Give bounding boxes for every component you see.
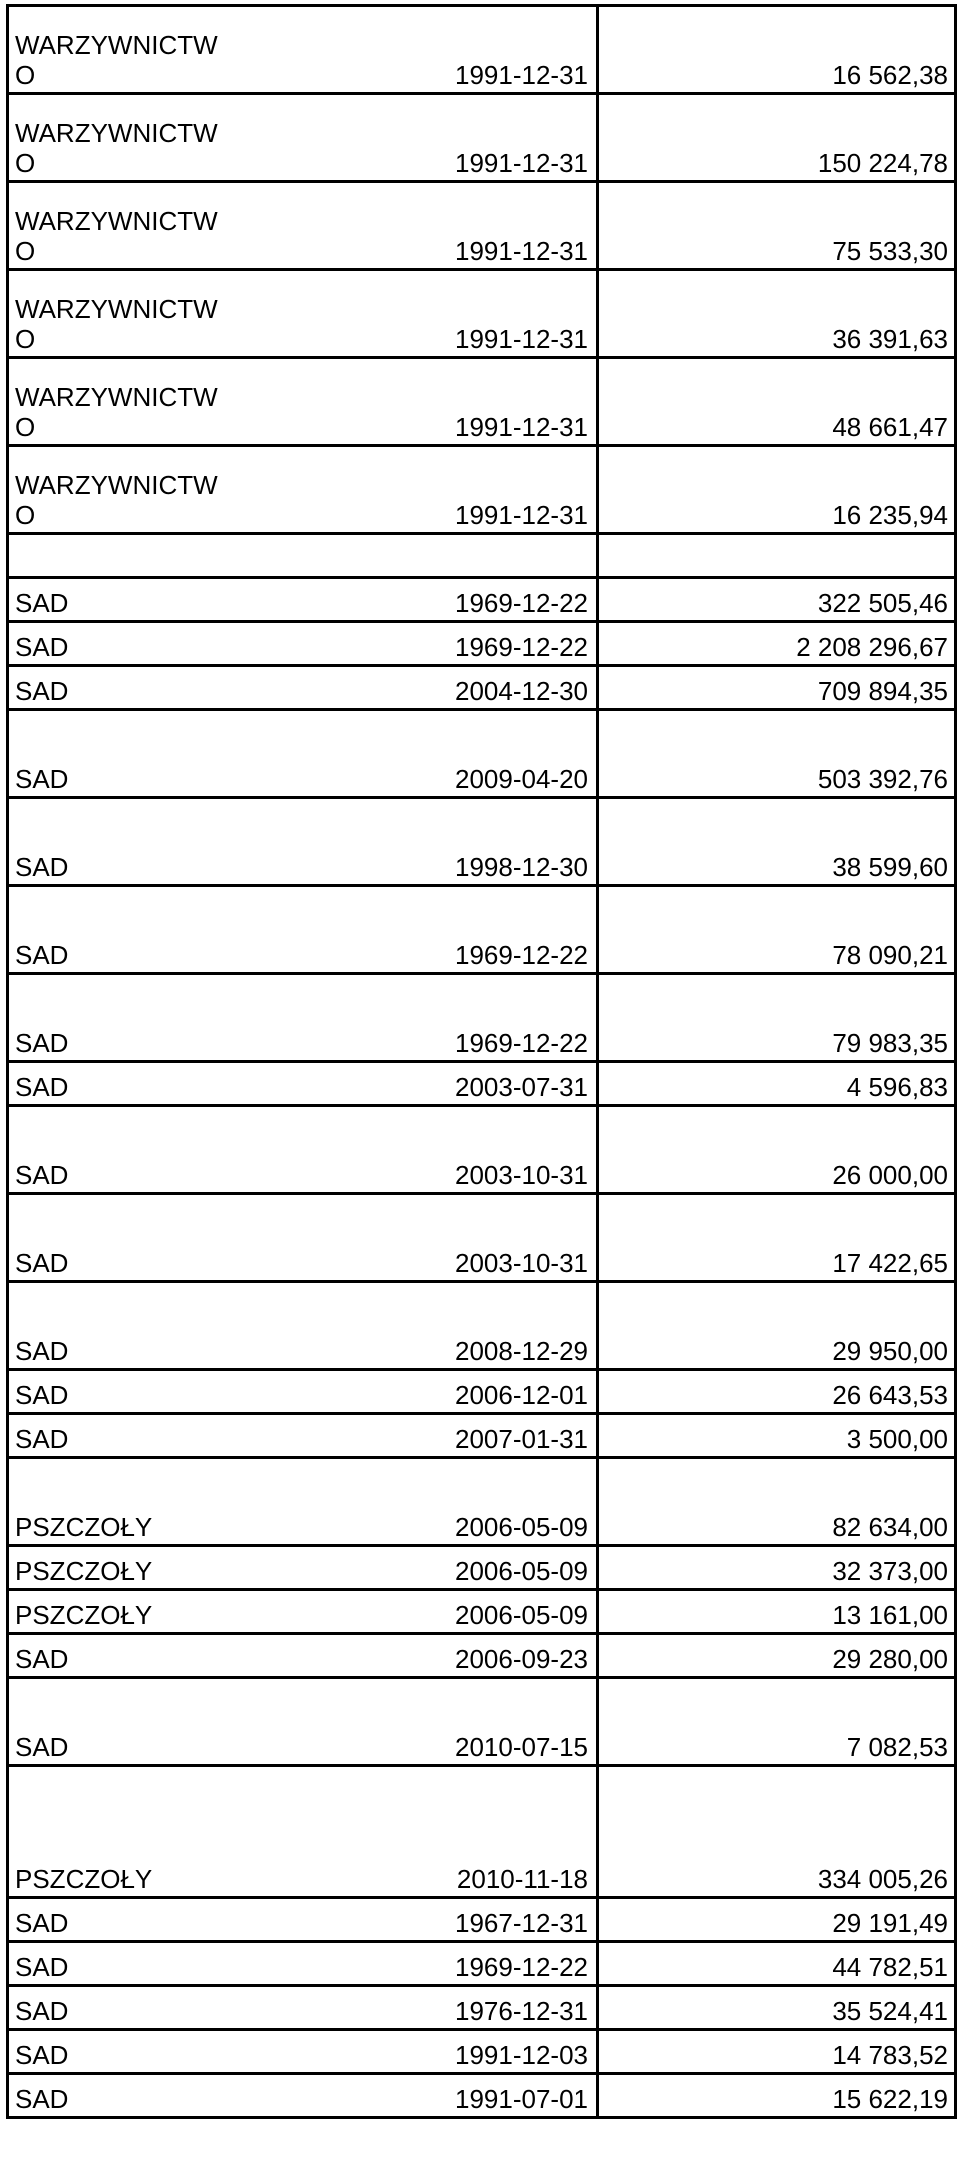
table-row	[8, 182, 956, 270]
amount-cell	[598, 1458, 956, 1546]
date-text: 2004-12-30	[455, 676, 588, 706]
table-row	[8, 1370, 956, 1414]
category-text: WARZYWNICTW O	[15, 382, 218, 442]
amount-cell	[598, 1678, 956, 1766]
date-text: 1991-12-31	[455, 324, 588, 354]
date-text: 1969-12-22	[455, 1952, 588, 1982]
amount-cell	[598, 578, 956, 622]
table-row	[8, 974, 956, 1062]
date-text: 2003-10-31	[455, 1248, 588, 1278]
amount-text: 79 983,35	[832, 1028, 948, 1058]
amount-text: 36 391,63	[832, 324, 948, 354]
table-body	[8, 6, 956, 2118]
category-date-cell	[8, 710, 598, 798]
category-text: PSZCZOŁY	[15, 1512, 153, 1542]
category-date-cell	[8, 886, 598, 974]
category-date-cell	[8, 666, 598, 710]
category-date-cell	[8, 1414, 598, 1458]
category-text: SAD	[15, 1996, 69, 2026]
amount-text: 26 643,53	[832, 1380, 948, 1410]
category-text: SAD	[15, 632, 69, 662]
date-text: 2010-11-18	[456, 1864, 588, 1894]
date-text: 1991-07-01	[455, 2084, 588, 2114]
amount-cell	[598, 6, 956, 94]
category-text: SAD	[15, 676, 69, 706]
date-text: 1969-12-22	[455, 940, 588, 970]
amount-cell	[598, 94, 956, 182]
table-row	[8, 1062, 956, 1106]
table-row	[8, 1634, 956, 1678]
category-date-cell	[8, 1766, 598, 1898]
date-text: 1991-12-31	[455, 148, 588, 178]
amount-text: 7 082,53	[846, 1732, 948, 1762]
table-row	[8, 2074, 956, 2118]
amount-cell	[598, 182, 956, 270]
table-row	[8, 358, 956, 446]
date-text: 1976-12-31	[455, 1996, 588, 2026]
table-row	[8, 1942, 956, 1986]
category-date-cell	[8, 6, 598, 94]
category-date-cell	[8, 1986, 598, 2030]
amount-text: 26 000,00	[832, 1160, 948, 1190]
amount-text: 29 950,00	[832, 1336, 948, 1366]
date-text: 2009-04-20	[455, 764, 588, 794]
category-text: SAD	[15, 1424, 69, 1454]
amount-cell	[598, 1062, 956, 1106]
table-row	[8, 446, 956, 534]
date-text: 2003-10-31	[455, 1160, 588, 1190]
amount-text: 17 422,65	[832, 1248, 948, 1278]
date-text: 1998-12-30	[455, 852, 588, 882]
category-text: PSZCZOŁY	[15, 1600, 153, 1630]
table-row	[8, 710, 956, 798]
amount-cell	[598, 1370, 956, 1414]
category-text: WARZYWNICTW O	[15, 118, 218, 178]
category-date-cell	[8, 974, 598, 1062]
date-text: 1969-12-22	[455, 1028, 588, 1058]
amount-text: 35 524,41	[832, 1996, 948, 2026]
amount-text: 4 596,83	[846, 1072, 948, 1102]
table-row	[8, 1106, 956, 1194]
category-date-cell	[8, 1370, 598, 1414]
date-text: 1991-12-31	[455, 60, 588, 90]
amount-cell	[598, 1942, 956, 1986]
date-text: 2006-05-09	[455, 1556, 588, 1586]
amount-text: 29 280,00	[832, 1644, 948, 1674]
amount-text: 82 634,00	[832, 1512, 948, 1542]
date-text: 2006-05-09	[455, 1512, 588, 1542]
amount-cell	[598, 1546, 956, 1590]
amount-cell	[598, 270, 956, 358]
category-text: SAD	[15, 1644, 69, 1674]
date-text: 2006-09-23	[455, 1644, 588, 1674]
amount-text: 29 191,49	[832, 1908, 948, 1938]
amount-text: 3 500,00	[846, 1424, 948, 1454]
amount-text: 709 894,35	[817, 676, 948, 706]
amount-text: 15 622,19	[832, 2084, 948, 2114]
date-text: 1969-12-22	[455, 588, 588, 618]
amount-text: 16 235,94	[832, 500, 948, 530]
table-row	[8, 666, 956, 710]
category-date-cell	[8, 2030, 598, 2074]
date-text: 1991-12-31	[455, 412, 588, 442]
amount-cell	[598, 446, 956, 534]
category-date-cell	[8, 798, 598, 886]
date-text: 2007-01-31	[455, 1424, 588, 1454]
category-date-cell	[8, 446, 598, 534]
table-row	[8, 1458, 956, 1546]
date-text: 2003-07-31	[455, 1072, 588, 1102]
amount-cell	[598, 1986, 956, 2030]
amount-text: 2 208 296,67	[796, 632, 948, 662]
table-row	[8, 2030, 956, 2074]
amount-text: 32 373,00	[832, 1556, 948, 1586]
amount-text: 38 599,60	[832, 852, 948, 882]
amount-cell	[598, 622, 956, 666]
category-date-cell	[8, 1942, 598, 1986]
date-text: 1969-12-22	[455, 632, 588, 662]
table-row	[8, 798, 956, 886]
amount-cell	[598, 1766, 956, 1898]
amount-text: 16 562,38	[832, 60, 948, 90]
category-text: WARZYWNICTW O	[15, 470, 218, 530]
date-text: 1991-12-03	[455, 2040, 588, 2070]
category-text: SAD	[15, 2084, 69, 2114]
category-text: WARZYWNICTW O	[15, 206, 218, 266]
category-text: SAD	[15, 1908, 69, 1938]
category-text: SAD	[15, 764, 69, 794]
amount-cell	[598, 710, 956, 798]
amount-cell	[598, 1282, 956, 1370]
table-row	[8, 94, 956, 182]
amount-cell	[598, 1194, 956, 1282]
date-text: 2006-12-01	[455, 1380, 588, 1410]
amount-text: 78 090,21	[832, 940, 948, 970]
table-row	[8, 270, 956, 358]
amount-text: 13 161,00	[832, 1600, 948, 1630]
amount-cell	[598, 2074, 956, 2118]
category-text: SAD	[15, 1380, 69, 1410]
amount-text: 48 661,47	[832, 412, 948, 442]
table-row	[8, 886, 956, 974]
category-text: SAD	[15, 940, 69, 970]
category-text: SAD	[15, 1248, 69, 1278]
table-row	[8, 1590, 956, 1634]
table-row	[8, 1986, 956, 2030]
category-date-cell	[8, 578, 598, 622]
category-date-cell	[8, 1062, 598, 1106]
amount-cell	[598, 1898, 956, 1942]
amount-cell	[598, 534, 956, 578]
amount-cell	[598, 1414, 956, 1458]
amount-cell	[598, 1106, 956, 1194]
amount-cell	[598, 666, 956, 710]
amount-text: 503 392,76	[817, 764, 948, 794]
category-date-cell	[8, 1282, 598, 1370]
data-table	[6, 4, 957, 2119]
amount-cell	[598, 1634, 956, 1678]
table-row	[8, 1766, 956, 1898]
category-date-cell	[8, 534, 598, 578]
amount-cell	[598, 798, 956, 886]
amount-text: 14 783,52	[832, 2040, 948, 2070]
category-date-cell	[8, 1106, 598, 1194]
category-text: PSZCZOŁY	[15, 1864, 153, 1894]
date-text: 1991-12-31	[455, 500, 588, 530]
table-row	[8, 1282, 956, 1370]
date-text: 1991-12-31	[455, 236, 588, 266]
amount-cell	[598, 2030, 956, 2074]
table-row	[8, 1414, 956, 1458]
date-text: 2006-05-09	[455, 1600, 588, 1630]
category-date-cell	[8, 1678, 598, 1766]
category-text: WARZYWNICTW O	[15, 294, 218, 354]
date-text: 1967-12-31	[455, 1908, 588, 1938]
amount-text: 334 005,26	[817, 1864, 948, 1894]
table-row	[8, 622, 956, 666]
category-date-cell	[8, 1590, 598, 1634]
table-row	[8, 534, 956, 578]
category-text: SAD	[15, 1160, 69, 1190]
category-date-cell	[8, 1898, 598, 1942]
amount-cell	[598, 358, 956, 446]
amount-cell	[598, 974, 956, 1062]
category-text: SAD	[15, 1028, 69, 1058]
category-date-cell	[8, 1634, 598, 1678]
category-date-cell	[8, 2074, 598, 2118]
table-row	[8, 6, 956, 94]
amount-cell	[598, 886, 956, 974]
amount-cell	[598, 1590, 956, 1634]
amount-text: 44 782,51	[832, 1952, 948, 1982]
category-date-cell	[8, 182, 598, 270]
amount-text: 150 224,78	[817, 148, 948, 178]
category-text: SAD	[15, 1336, 69, 1366]
category-date-cell	[8, 622, 598, 666]
table-row	[8, 1898, 956, 1942]
category-date-cell	[8, 270, 598, 358]
amount-text: 322 505,46	[817, 588, 948, 618]
category-date-cell	[8, 94, 598, 182]
date-text: 2010-07-15	[455, 1732, 588, 1762]
category-text: SAD	[15, 1952, 69, 1982]
date-text: 2008-12-29	[455, 1336, 588, 1366]
category-text: SAD	[15, 588, 69, 618]
category-text: SAD	[15, 1072, 69, 1102]
table-row	[8, 1194, 956, 1282]
category-text: PSZCZOŁY	[15, 1556, 153, 1586]
table-row	[8, 1678, 956, 1766]
category-date-cell	[8, 1546, 598, 1590]
table-row	[8, 578, 956, 622]
category-date-cell	[8, 1194, 598, 1282]
category-text: SAD	[15, 1732, 69, 1762]
table-row	[8, 1546, 956, 1590]
category-text: SAD	[15, 2040, 69, 2070]
category-date-cell	[8, 358, 598, 446]
amount-text: 75 533,30	[832, 236, 948, 266]
category-text: WARZYWNICTW O	[15, 30, 218, 90]
category-date-cell	[8, 1458, 598, 1546]
category-text: SAD	[15, 852, 69, 882]
